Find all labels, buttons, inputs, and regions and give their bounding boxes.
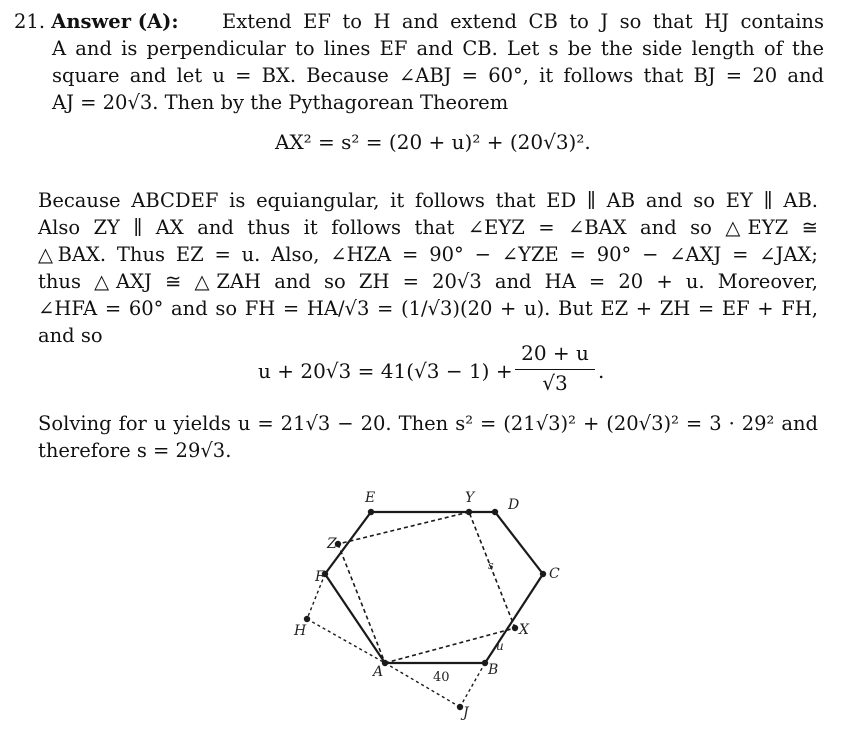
label-F: F	[315, 569, 325, 585]
p3-line-2: therefore s = 29√3.	[38, 439, 232, 462]
label-X: X	[519, 622, 529, 638]
fraction-bar	[515, 369, 595, 370]
paragraph-3	[38, 410, 818, 464]
eq2-period: .	[598, 359, 605, 383]
p2-line-2: Also ZY ∥ AX and thus it follows that ∠EYZ = ∠BAX and so △EYZ ≅	[38, 216, 818, 239]
problem-header	[14, 8, 179, 35]
paragraph-1-first	[222, 8, 824, 35]
eq2-left: u + 20√3 = 41(√3 − 1) +	[258, 359, 513, 383]
label-E: E	[365, 490, 376, 506]
label-A: A	[373, 664, 384, 680]
p1-line-1: Extend EF to H and extend CB to J so that HJ contains	[222, 10, 824, 33]
p1-line-4: AJ = 20√3. Then by the Pythagorean Theorem	[52, 91, 509, 114]
hexagon-ABCDEF	[325, 512, 543, 663]
segment-HA	[307, 619, 385, 663]
point-X	[512, 625, 518, 631]
label-J: J	[463, 705, 469, 721]
paragraph-2	[38, 187, 818, 349]
p2-line-5: ∠HFA = 60° and so FH = HA/√3 = (1/√3)(20 + u). But EZ + ZH = EF + FH,	[38, 297, 818, 320]
figure-points	[304, 509, 546, 710]
paragraph-1-rest	[52, 35, 824, 116]
point-D	[492, 509, 498, 515]
equation-1: AX² = s² = (20 + u)² + (20√3)².	[275, 130, 591, 154]
label-B: B	[488, 662, 499, 678]
p3-line-1: Solving for u yields u = 21√3 − 20. Then s² = (21√3)² + (20√3)² = 3 · 29² and	[38, 412, 818, 435]
p1-line-3: square and let u = BX. Because ∠ABJ = 60°, it follows that BJ = 20 and	[52, 64, 824, 87]
point-C	[540, 571, 546, 577]
p2-line-3: △BAX. Thus EZ = u. Also, ∠HZA = 90° − ∠YZE = 90° − ∠AXJ = ∠JAX;	[38, 243, 818, 266]
figure-labels	[293, 490, 560, 721]
eq2-denominator: √3	[542, 371, 568, 395]
p1-line-2: A and is perpendicular to lines EF and CB. Let s be the side length of the	[52, 37, 824, 60]
problem-number: 21.	[14, 10, 46, 33]
point-H	[304, 616, 310, 622]
label-Y: Y	[465, 490, 475, 506]
p2-line-1: Because ABCDEF is equiangular, it follows that ED ∥ AB and so EY ∥ AB.	[38, 189, 818, 212]
figure-lines	[307, 512, 543, 707]
point-E	[368, 509, 374, 515]
square-side-YZ	[338, 512, 469, 544]
p2-line-6: and so	[38, 324, 103, 347]
answer-label: Answer (A):	[51, 10, 179, 33]
hexagon-square-figure	[175, 480, 635, 725]
label-H: H	[294, 623, 307, 639]
point-Y	[466, 509, 472, 515]
label-D: D	[508, 497, 520, 513]
label-C: C	[549, 566, 560, 582]
label-40: 40	[433, 670, 450, 685]
label-u: u	[496, 639, 504, 653]
eq2-numerator: 20 + u	[521, 341, 589, 365]
extension-BJ	[460, 663, 485, 707]
label-Z: Z	[327, 536, 337, 552]
label-s: s	[488, 559, 494, 572]
p2-line-4: thus △AXJ ≅ △ZAH and so ZH = 20√3 and HA = 20 + u. Moreover,	[38, 270, 818, 293]
